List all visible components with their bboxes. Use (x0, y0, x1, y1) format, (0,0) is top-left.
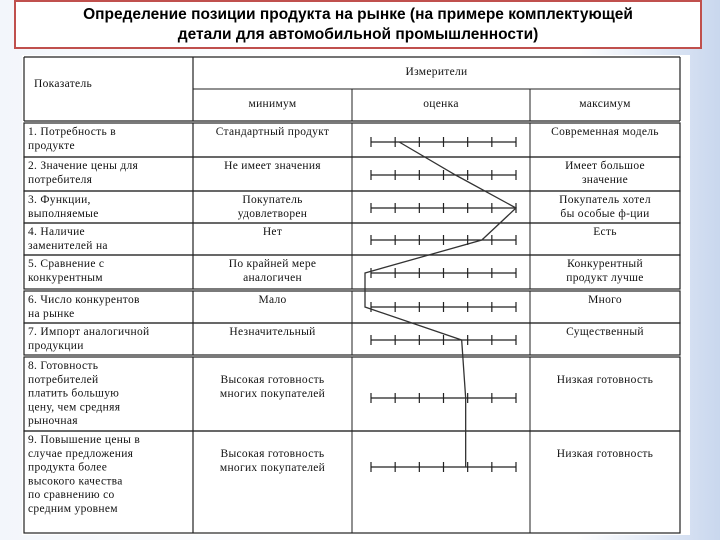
row-8-indicator-line: платить большую (28, 387, 120, 400)
slide-title-line-1: Определение позиции продукта на рынке (на примере комплектующей (83, 5, 633, 23)
row-9-indicator-line: средним уровнем (28, 503, 118, 515)
row-6-max: Много (588, 294, 622, 306)
row-4-indicator-line: заменителей на (28, 239, 108, 252)
row-3-min: удовлетворен (237, 208, 308, 220)
row-2-indicator-line: потребителя (28, 173, 93, 186)
row-5-indicator-line: 5. Сравнение с (28, 258, 105, 270)
row-8-max: Низкая готовность (556, 374, 654, 386)
row-5-min: аналогичен (243, 272, 302, 284)
row-2-max: значение (581, 174, 629, 186)
row-9-max: Низкая готовность (556, 448, 654, 460)
row-7-indicator-line: 7. Импорт аналогичной (28, 326, 150, 338)
row-2-min: Не имеет значения (224, 160, 321, 172)
header-indicator: Показатель (34, 78, 93, 90)
row-7-min: Незначительный (229, 326, 316, 338)
row-1-min: Стандартный продукт (215, 126, 330, 138)
row-1-max: Современная модель (551, 126, 659, 138)
row-8-indicator-line: рыночная (28, 415, 78, 428)
row-8-indicator-line: потребителей (28, 373, 99, 386)
positioning-table (22, 55, 690, 535)
slide-title (75, 5, 641, 45)
row-4-min: Нет (262, 226, 283, 238)
header-max: максимум (579, 98, 631, 110)
header-rating: оценка (423, 98, 459, 110)
row-9-indicator-line: 9. Повышение цены в (28, 434, 141, 446)
row-3-indicator-line: 3. Функции, (28, 194, 91, 206)
row-9-min: Высокая готовность (220, 448, 325, 460)
header-min: минимум (248, 98, 297, 110)
row-7-max: Существенный (566, 326, 644, 338)
header-measures: Измерители (405, 66, 468, 78)
row-9-min: многих покупателей (219, 462, 326, 474)
row-9-indicator-line: высокого качества (28, 475, 123, 488)
row-6-min: Мало (258, 294, 287, 306)
row-9-indicator-line: продукта более (28, 461, 108, 474)
row-3-min: Покупатель (242, 194, 303, 206)
row-8-indicator-line: 8. Готовность (28, 360, 99, 372)
row-8-min: Высокая готовность (220, 374, 325, 386)
row-3-max: бы особые ф-ции (560, 208, 650, 220)
row-8-min: многих покупателей (219, 388, 326, 400)
row-5-indicator-line: конкурентным (28, 271, 103, 284)
row-8-indicator-line: цену, чем средняя (28, 401, 121, 414)
row-1-indicator-line: продукте (28, 139, 75, 152)
row-5-max: продукт лучше (566, 272, 644, 284)
row-2-indicator-line: 2. Значение цены для (28, 160, 139, 172)
row-4-max: Есть (593, 226, 617, 238)
row-7-indicator-line: продукции (28, 339, 84, 352)
row-4-indicator-line: 4. Наличие (28, 226, 85, 238)
row-5-max: Конкурентный (567, 258, 643, 270)
row-3-max: Покупатель хотел (559, 194, 651, 206)
slide-title-line-2: детали для автомобильной промышленности) (177, 25, 539, 43)
row-2-max: Имеет большое (565, 160, 645, 172)
row-5-min: По крайней мере (228, 258, 317, 270)
positioning-table-svg (22, 55, 690, 535)
row-9-indicator-line: случае предложения (28, 447, 134, 460)
row-3-indicator-line: выполняемые (28, 207, 99, 220)
row-6-indicator-line: 6. Число конкурентов (28, 294, 140, 306)
row-6-indicator-line: на рынке (28, 307, 75, 320)
slide-title-box (14, 0, 702, 49)
row-1-indicator-line: 1. Потребность в (28, 126, 116, 138)
row-9-indicator-line: по сравнению со (28, 489, 115, 502)
